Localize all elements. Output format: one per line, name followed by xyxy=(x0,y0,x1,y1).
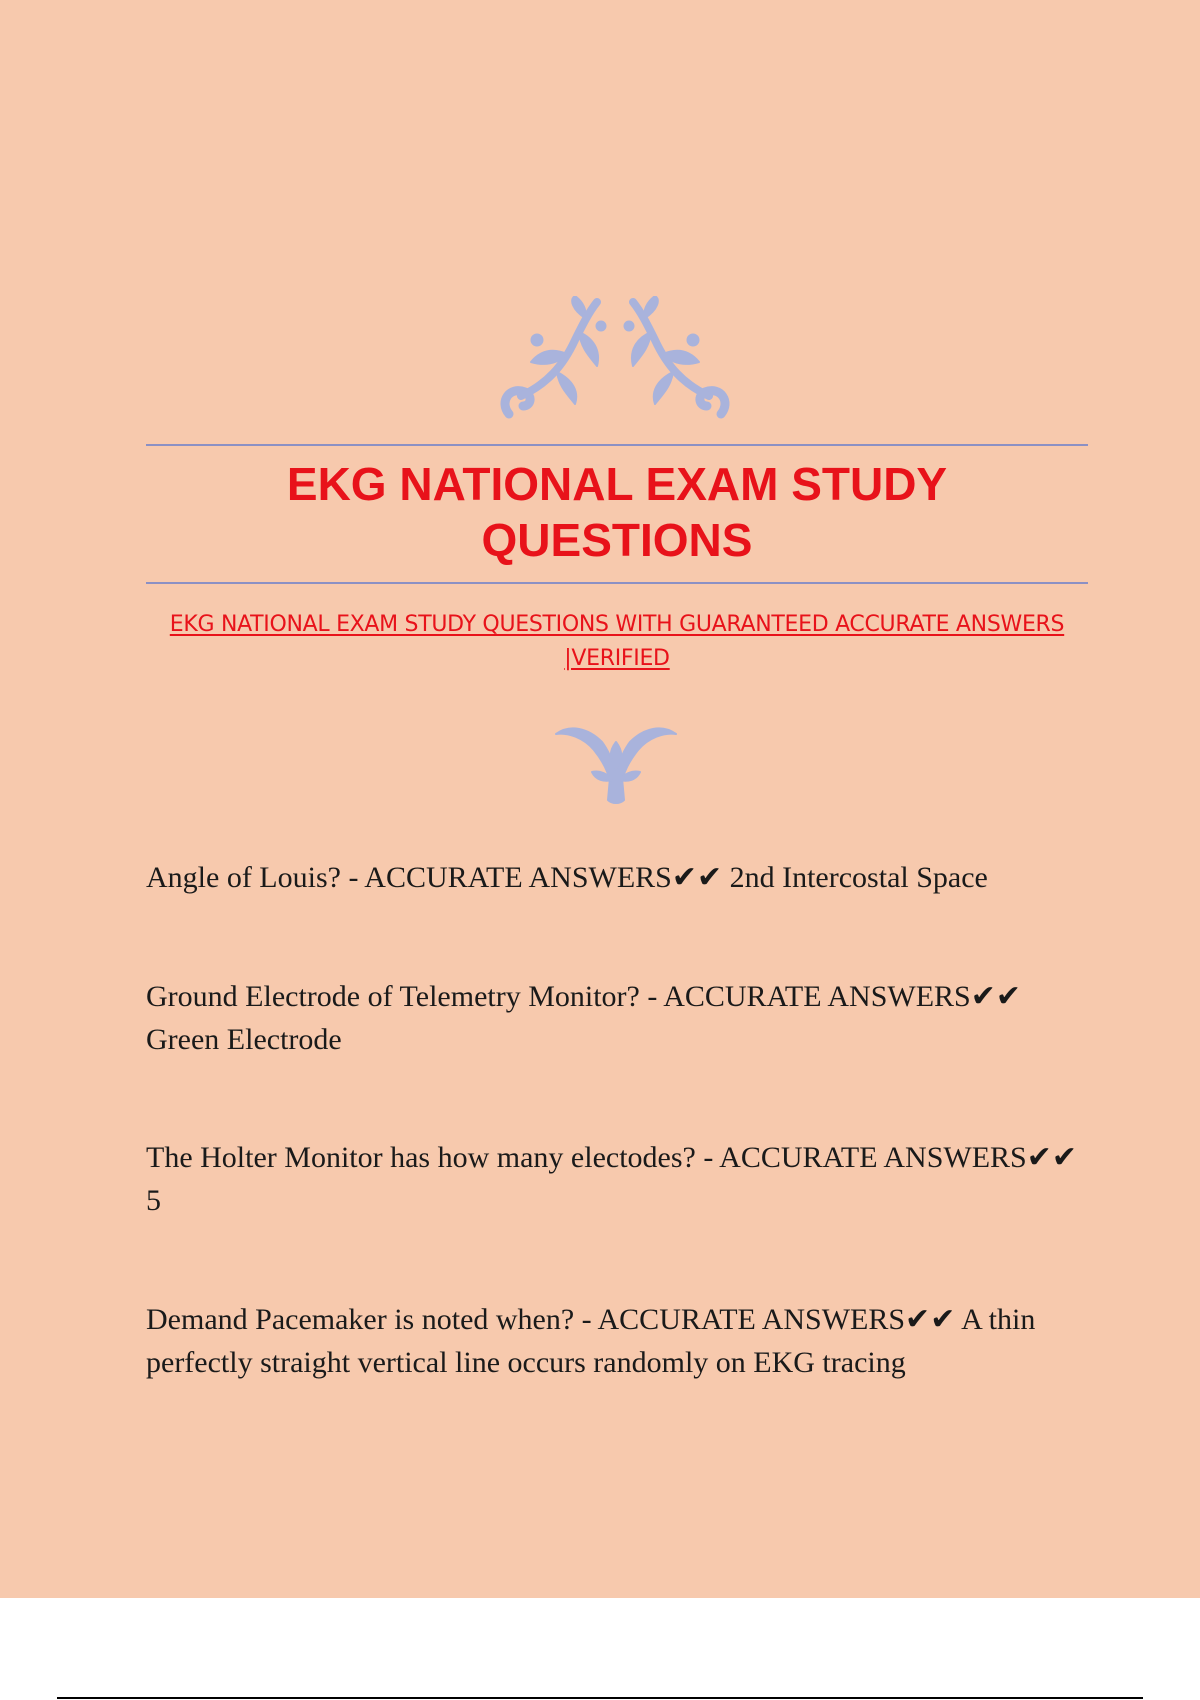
qa-item: Ground Electrode of Telemetry Monitor? - ACCURATE ANSWERS✔✔ Green Electrode xyxy=(146,980,1022,1056)
footer-rule xyxy=(57,1697,1143,1699)
qa-item: Angle of Louis? - ACCURATE ANSWERS✔✔ 2nd Intercostal Space xyxy=(146,861,988,894)
document-title: EKG NATIONAL EXAM STUDY QUESTIONS xyxy=(286,458,948,566)
fleur-divider-icon xyxy=(552,720,680,804)
qa-item: Demand Pacemaker is noted when? - ACCURATE ANSWERS✔✔ A thin perfectly straight vertical line occurs randomly on EKG tracing xyxy=(146,1303,1036,1379)
qa-item: The Holter Monitor has how many electodes? - ACCURATE ANSWERS✔✔ 5 xyxy=(146,1141,1077,1217)
floral-flourish-icon xyxy=(497,296,733,424)
document-subtitle: EKG NATIONAL EXAM STUDY QUESTIONS WITH GUARANTEED ACCURATE ANSWERS |VERIFIED xyxy=(169,612,1065,671)
title-top-rule xyxy=(146,444,1088,446)
title-bottom-rule xyxy=(146,582,1088,584)
